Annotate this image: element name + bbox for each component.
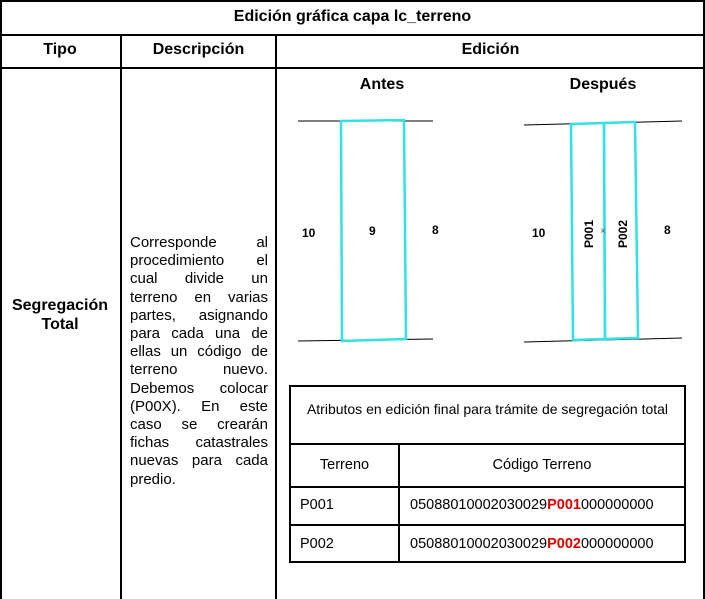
attr-row2-code-prefix: 05088010002030029 bbox=[410, 536, 548, 552]
header-descripcion: Descripción bbox=[152, 41, 245, 58]
antes-number-left: 10 bbox=[302, 226, 316, 240]
attr-row1-code-prefix: 05088010002030029 bbox=[410, 497, 548, 513]
antes-label: Antes bbox=[359, 76, 405, 93]
attr-divider-title bbox=[291, 443, 684, 445]
attr-header-codigo: Código Terreno bbox=[492, 457, 592, 473]
descripcion-text: Corresponde al procedimiento el cual divide un terreno en varias partes, asignando para cada una de ellas un código de terreno nuevo. Debemos colocar (P00X). En este caso se crearán fichas catastrales nuevas para cada predio. bbox=[130, 234, 268, 488]
attr-row2-codigo bbox=[410, 536, 654, 552]
despues-label-p002: P002 bbox=[616, 219, 630, 248]
attr-header-terreno: Terreno bbox=[319, 457, 370, 473]
attr-row2-terreno: P002 bbox=[300, 536, 334, 552]
header-edicion: Edición bbox=[461, 41, 520, 58]
despues-diagram bbox=[524, 121, 682, 342]
attributes-table bbox=[289, 385, 686, 563]
table-title: Edición gráfica capa lc_terreno bbox=[233, 8, 472, 25]
attr-divider-header bbox=[291, 486, 684, 488]
attr-row2-code-suffix: 000000000 bbox=[580, 536, 654, 552]
antes-diagram bbox=[298, 120, 439, 341]
antes-number-right: 8 bbox=[432, 223, 439, 237]
despues-label: Después bbox=[569, 76, 637, 93]
attr-divider-row1 bbox=[291, 524, 684, 526]
despues-center-mark: × bbox=[600, 226, 606, 237]
attr-row1-code-suffix: 000000000 bbox=[580, 497, 654, 513]
antes-number-center: 9 bbox=[369, 224, 376, 238]
header-tipo: Tipo bbox=[43, 41, 77, 58]
despues-number-right: 8 bbox=[664, 223, 671, 237]
attr-row1-code-highlight: P001 bbox=[547, 497, 581, 513]
attr-row1-terreno: P001 bbox=[300, 497, 334, 513]
despues-number-left: 10 bbox=[532, 226, 546, 240]
despues-label-p001: P001 bbox=[582, 219, 596, 248]
attr-row1-codigo bbox=[410, 497, 654, 513]
attr-row2-code-highlight: P002 bbox=[547, 536, 581, 552]
tipo-value: Segregación Total bbox=[11, 297, 109, 333]
attributes-title: Atributos en edición final para trámite de segregación total bbox=[306, 401, 669, 417]
